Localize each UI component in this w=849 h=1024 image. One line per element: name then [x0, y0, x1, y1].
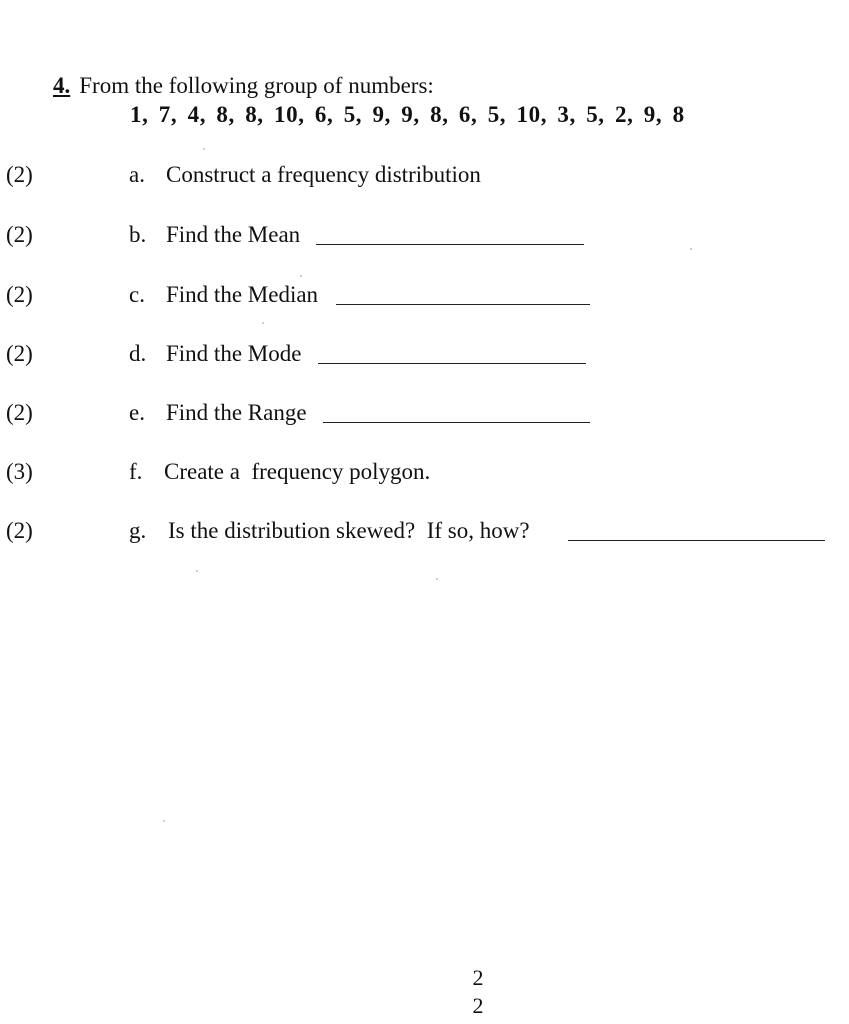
- question-item-e: [0, 398, 849, 428]
- scan-speck: [262, 322, 264, 324]
- question-item-c: [0, 280, 849, 310]
- question-number: 4.: [53, 73, 71, 98]
- item-prompt: Construct a frequency distribution: [166, 162, 481, 187]
- points-label: (3): [6, 459, 33, 484]
- answer-blank-mode[interactable]: [318, 363, 586, 364]
- question-prompt: From the following group of numbers:: [79, 73, 434, 98]
- points-label: (2): [6, 162, 33, 187]
- scan-speck: [690, 248, 692, 250]
- question-item-a: [0, 160, 849, 190]
- item-prompt: Create a frequency polygon.: [164, 459, 431, 484]
- scan-speck: [203, 148, 205, 150]
- item-prompt: Find the Mean: [166, 222, 301, 247]
- answer-blank-median[interactable]: [336, 304, 590, 305]
- question-item-d: [0, 339, 849, 369]
- points-label: (2): [6, 282, 33, 307]
- answer-blank-skew[interactable]: [568, 540, 825, 541]
- page-number-line-2: 2: [472, 993, 484, 1018]
- item-letter: f.: [129, 459, 143, 484]
- item-letter: e.: [129, 400, 145, 425]
- item-letter: b.: [129, 222, 147, 247]
- page-number-line-1: 2: [472, 965, 484, 990]
- points-label: (2): [6, 518, 33, 543]
- item-prompt: Find the Median: [166, 282, 319, 307]
- question-item-b: [0, 220, 849, 250]
- points-label: (2): [6, 222, 33, 247]
- scan-speck: [436, 578, 438, 580]
- points-label: (2): [6, 400, 33, 425]
- item-letter: c.: [129, 282, 145, 307]
- item-letter: d.: [129, 341, 147, 366]
- answer-blank-range[interactable]: [323, 422, 590, 423]
- scan-speck: [163, 820, 165, 822]
- question-item-g: [0, 516, 849, 546]
- question-header: [53, 72, 434, 100]
- answer-blank-mean[interactable]: [316, 244, 584, 245]
- scan-speck: [300, 275, 302, 277]
- number-list: 1, 7, 4, 8, 8, 10, 6, 5, 9, 9, 8, 6, 5, 10, 3, 5, 2, 9, 8: [130, 102, 685, 127]
- item-prompt: Find the Range: [166, 400, 307, 425]
- item-letter: a.: [129, 162, 145, 187]
- item-prompt: Find the Mode: [166, 341, 302, 366]
- item-letter: g.: [129, 518, 147, 543]
- points-label: (2): [6, 341, 33, 366]
- scan-speck: [196, 570, 198, 572]
- item-prompt: Is the distribution skewed? If so, how?: [168, 518, 530, 543]
- question-item-f: [0, 457, 849, 487]
